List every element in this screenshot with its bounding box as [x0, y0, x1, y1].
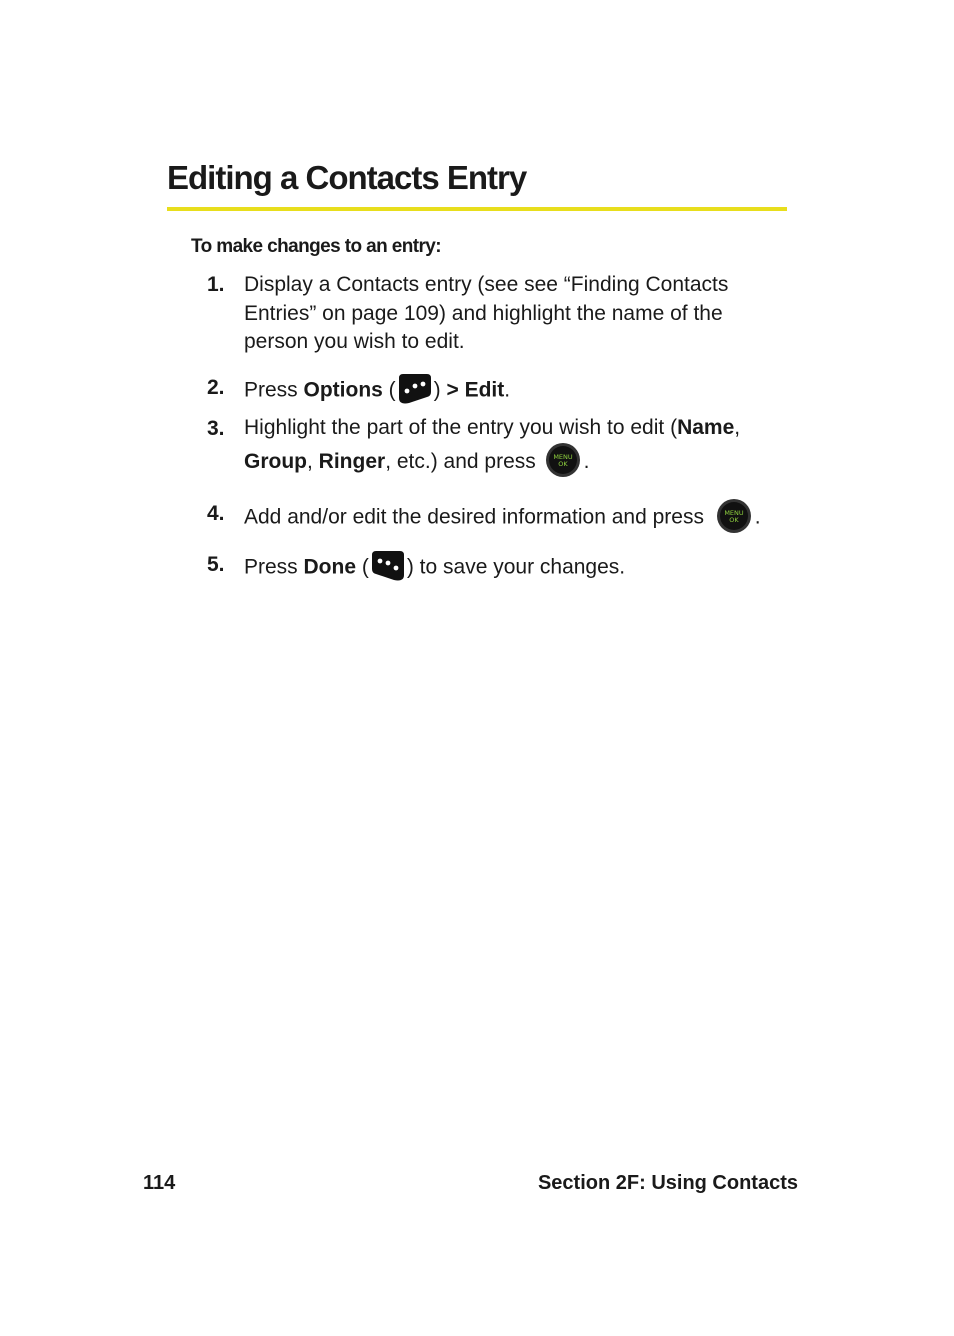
- text-run: ) to save your changes.: [406, 555, 626, 579]
- step-number: 4.: [207, 502, 225, 525]
- text-run: .: [504, 378, 511, 402]
- step-line: [244, 551, 789, 585]
- text-run: Press: [244, 378, 304, 402]
- page-title: Editing a Contacts Entry: [167, 159, 527, 196]
- step-text: [244, 271, 789, 357]
- step-text: [244, 414, 789, 480]
- step-line: [244, 374, 789, 408]
- step-3: [207, 414, 807, 480]
- ringer-label: Ringer: [318, 449, 386, 473]
- menu-ok-key-icon: [545, 442, 581, 478]
- text-run: Press: [244, 555, 304, 579]
- text-run: Add and/or edit the desired information and press: [244, 505, 710, 529]
- text-run: .: [754, 505, 761, 529]
- step-line: Display a Contacts entry (see see “Finding Contacts: [244, 273, 729, 296]
- svg-text:MENU: MENU: [724, 509, 744, 517]
- step-line: person you wish to edit.: [244, 330, 465, 353]
- step-line: [244, 500, 789, 536]
- svg-text:OK: OK: [729, 516, 739, 524]
- svg-text:MENU: MENU: [552, 452, 573, 461]
- text-run: , etc.) and press: [385, 449, 542, 473]
- options-label: Options: [303, 378, 383, 402]
- step-line: [244, 443, 789, 480]
- step-number: 5.: [207, 553, 225, 576]
- step-number: 2.: [207, 376, 225, 399]
- text-run: (: [382, 378, 396, 402]
- svg-text:OK: OK: [557, 459, 568, 468]
- right-softkey-icon: [370, 549, 406, 583]
- text-run: ,: [734, 416, 741, 439]
- step-text: [244, 551, 789, 585]
- text-run: .: [583, 449, 590, 473]
- step-line: [244, 414, 789, 443]
- text-run: ,: [307, 449, 319, 473]
- text-run: ): [433, 378, 447, 402]
- step-2: [207, 374, 807, 408]
- edit-label: > Edit: [446, 378, 505, 402]
- step-5: [207, 551, 807, 585]
- name-label: Name: [677, 416, 735, 439]
- step-number: 1.: [207, 273, 225, 296]
- step-1: [207, 271, 807, 357]
- done-label: Done: [303, 555, 357, 579]
- title-underline: [167, 207, 787, 211]
- step-text: [244, 500, 789, 536]
- text-run: (: [356, 555, 369, 579]
- text-run: Highlight the part of the entry you wish to edit (: [244, 416, 678, 439]
- step-4: [207, 500, 807, 536]
- left-softkey-icon: [397, 372, 433, 406]
- section-title: Section 2F: Using Contacts: [537, 1172, 798, 1194]
- step-line: Entries” on page 109) and highlight the name of the: [244, 301, 723, 325]
- group-label: Group: [244, 449, 307, 473]
- page-number: 114: [143, 1172, 176, 1194]
- step-number: 3.: [207, 417, 225, 440]
- menu-ok-key-icon: [716, 498, 752, 534]
- procedure-intro: To make changes to an entry:: [191, 236, 441, 257]
- step-text: [244, 374, 789, 408]
